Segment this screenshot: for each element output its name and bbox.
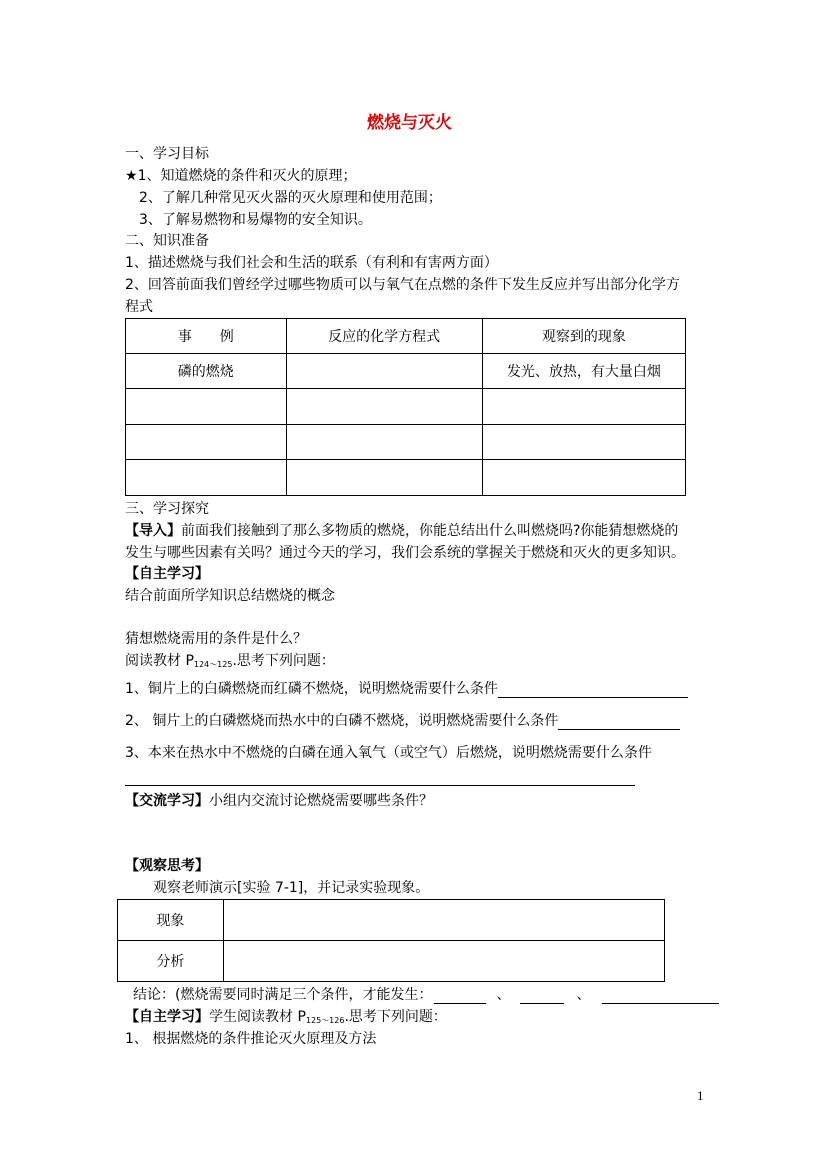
prep-question-2-cont: 程式 [125,299,153,315]
observation-table [117,899,665,982]
objective-2: 2、了解几种常见灭火器的灭火原理和使用范围； [139,190,442,206]
objective-3: 3、了解易燃物和易爆物的安全知识。 [139,212,372,228]
observation-cell[interactable] [223,900,664,941]
guess-text: 猜想燃烧需用的条件是什么？ [125,631,307,647]
table-cell[interactable] [482,389,685,425]
exchange-tag: 【交流学习】 [125,793,209,809]
table-cell: 发光、放热，有大量白烟 [482,354,685,389]
table-cell: 磷的燃烧 [126,354,287,389]
table-cell[interactable] [286,354,482,389]
answer-blank[interactable] [498,681,688,698]
exchange-line: 【交流学习】小组内交流讨论燃烧需要哪些条件？ [125,793,433,809]
condition-blank-1[interactable] [434,987,486,1004]
page-number: 1 [697,1088,704,1103]
star-icon: ★ [125,168,138,184]
observe-text: 观察老师演示[实验 7-1]，并记录实验现象。 [153,880,430,896]
question-1: 1、铜片上的白磷燃烧而红磷不燃烧，说明燃烧需要什么条件 [125,680,688,698]
observe-tag: 【观察思考】 [125,858,209,874]
intro-line-1: 【导入】前面我们接触到了那么多物质的燃烧，你能总结出什么叫燃烧吗?你能猜想燃烧的 [125,523,679,539]
final-question: 1、 根据燃烧的条件推论灭火原理及方法 [125,1031,377,1047]
table-cell[interactable] [126,460,287,496]
self-study-text: 结合前面所学知识总结燃烧的概念 [125,588,335,604]
prep-question-1: 1、描述燃烧与我们社会和生活的联系（有利和有害两方面） [125,255,498,271]
read-instruction: 阅读教材 $P_{124\sim 125}$.思考下列问题： [125,653,335,669]
self-study2-tag: 【自主学习】 [125,1009,209,1025]
question-2: 2、 铜片上的白磷燃烧而热水中的白磷不燃烧，说明燃烧需要什么条件 [125,712,680,730]
section3-heading: 三、学习探究 [125,501,209,517]
reaction-table [125,318,686,496]
table-cell[interactable] [286,460,482,496]
condition-blank-3[interactable] [602,987,719,1004]
prep-question-2: 2、回答前面我们曾经学过哪些物质可以与氧气在点燃的条件下发生反应并写出部分化学方 [125,277,680,293]
table-header: 观察到的现象 [482,319,685,354]
table-cell[interactable] [482,460,685,496]
condition-blank-2[interactable] [520,987,564,1004]
table-cell[interactable] [482,425,685,460]
table-cell[interactable] [126,389,287,425]
question-3: 3、本来在热水中不燃烧的白磷在通入氧气（或空气）后燃烧，说明燃烧需要什么条件 [125,745,652,761]
intro-line-2: 发生与哪些因素有关吗？通过今天的学习，我们会系统的掌握关于燃烧和灭火的更多知识。 [125,545,685,561]
self-study-tag: 【自主学习】 [125,566,209,582]
observation-cell[interactable] [223,941,664,982]
conclusion-line: 结论：(燃烧需要同时满足三个条件，才能发生： 、 、 [133,986,719,1004]
answer-blank[interactable] [558,713,680,730]
observation-label: 分析 [118,941,224,982]
table-cell[interactable] [286,425,482,460]
table-cell[interactable] [286,389,482,425]
table-cell[interactable] [126,425,287,460]
page-title: 燃烧与灭火 [367,113,452,133]
table-header: 事 例 [126,319,287,354]
answer-line[interactable] [125,785,635,786]
table-header: 反应的化学方程式 [286,319,482,354]
intro-tag: 【导入】 [125,523,181,539]
self-study2-line: 【自主学习】学生阅读教材 $P_{125\sim 126}$.思考下列问题： [125,1009,447,1025]
section1-heading: 一、学习目标 [125,146,209,162]
objective-1: ★1、知道燃烧的条件和灭火的原理； [125,168,357,184]
section2-heading: 二、知识准备 [125,233,209,249]
observation-label: 现象 [118,900,224,941]
